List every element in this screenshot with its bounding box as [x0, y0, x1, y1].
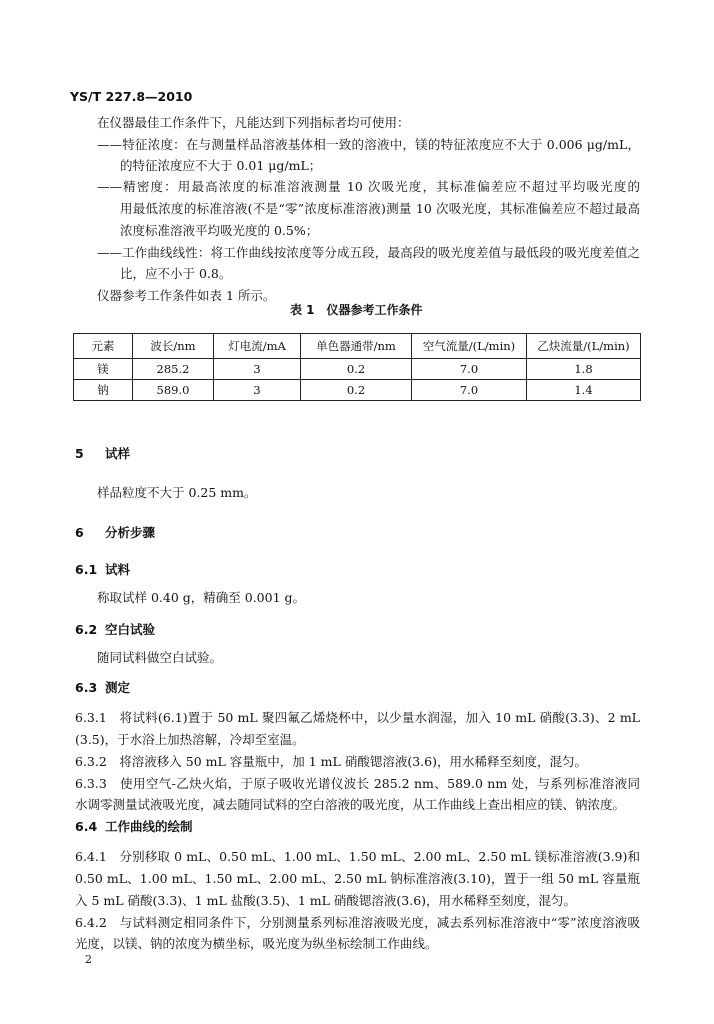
header-cell: 灯电流/mA: [214, 334, 301, 359]
section-number: 6.1: [75, 562, 98, 577]
paragraph-line: 6.3.1 将试料(6.1)置于 50 mL 聚四氟乙烯烧杯中，以少量水润湿，加入 10 mL 硝酸(3.3)、2 mL: [75, 710, 640, 725]
paragraph-line: 6.4.2 与试料测定相同条件下，分别测量系列标准溶液吸光度，减去系列标准溶液中“零”浓度溶液吸: [75, 915, 640, 930]
criterion-line: ——工作曲线线性：将工作曲线按浓度等分成五段，最高段的吸光度差值与最低段的吸光度差值之: [97, 245, 640, 260]
criterion-line: 浓度标准溶液平均吸光度的 0.5%；: [120, 223, 319, 238]
page-number: 2: [85, 953, 92, 966]
section-number: 6.4: [75, 819, 98, 834]
paragraph-line: 6.3.2 将溶液移入 50 mL 容量瓶中，加 1 mL 硝酸锶溶液(3.6)，用水稀释至刻度，混匀。: [75, 754, 587, 769]
section-title: 试料: [105, 562, 131, 577]
cell: 7.0: [412, 380, 527, 401]
cell: 7.0: [412, 359, 527, 380]
paragraph-line: 光度，以镁、钠的浓度为横坐标，吸光度为纵坐标绘制工作曲线。: [75, 936, 438, 951]
section-5-text: 样品粒度不大于 0.25 mm。: [97, 485, 257, 500]
table-header-row: [74, 334, 641, 359]
cell: 镁: [74, 359, 133, 380]
cell: 589.0: [133, 380, 214, 401]
table-row: [74, 359, 641, 380]
header-cell: 乙炔流量/(L/min): [527, 334, 641, 359]
paragraph-line: 6.3.3 使用空气-乙炔火焰，于原子吸收光谱仪波长 285.2 nm、589.0 nm 处，与系列标准溶液同: [75, 776, 640, 791]
section-6-3-heading: [75, 680, 130, 696]
cell: 1.8: [527, 359, 641, 380]
cell: 3: [214, 380, 301, 401]
section-6-1-text: 称取试样 0.40 g，精确至 0.001 g。: [97, 590, 306, 605]
criterion-line: 比，应不小于 0.8。: [120, 266, 232, 281]
section-number: 6: [75, 525, 84, 540]
cell: 0.2: [301, 359, 412, 380]
section-number: 5: [75, 446, 84, 461]
criterion-line: 用最低浓度的标准溶液(不是“零”浓度标准溶液)测量 10 次吸光度，其标准偏差应不超过最高: [120, 201, 640, 216]
header-cell: 元素: [74, 334, 133, 359]
section-title: 空白试验: [105, 622, 156, 637]
paragraph-line: 水调零测量试液吸光度，减去随同试料的空白溶液的吸光度，从工作曲线上查出相应的镁、钠浓度。: [75, 797, 626, 812]
criterion-line: 的特征浓度应不大于 0.01 μg/mL；: [120, 158, 322, 173]
instrument-conditions-table: [73, 333, 641, 401]
section-6-heading: [75, 525, 155, 541]
table-row: [74, 380, 641, 401]
intro-paragraph: 在仪器最佳工作条件下，凡能达到下列指标者均可使用：: [97, 115, 410, 130]
cell: 钠: [74, 380, 133, 401]
cell: 285.2: [133, 359, 214, 380]
header-cell: 波长/nm: [133, 334, 214, 359]
section-6-2-text: 随同试料做空白试验。: [97, 650, 223, 665]
header-cell: 空气流量/(L/min): [412, 334, 527, 359]
table-caption: 表 1 仪器参考工作条件: [290, 303, 423, 317]
section-title: 测定: [105, 680, 131, 695]
paragraph-line: 6.4.1 分别移取 0 mL、0.50 mL、1.00 mL、1.50 mL、2.00 mL、2.50 mL 镁标准溶液(3.9)和: [75, 849, 640, 864]
section-6-1-heading: [75, 562, 130, 578]
table-reference: 仪器参考工作条件如表 1 所示。: [97, 288, 276, 303]
criterion-line: ——特征浓度：在与测量样品溶液基体相一致的溶液中，镁的特征浓度应不大于 0.006 μg/mL，: [97, 137, 640, 152]
cell: 3: [214, 359, 301, 380]
cell: 1.4: [527, 380, 641, 401]
section-5-heading: [75, 446, 130, 462]
paragraph-line: (3.5)，于水浴上加热溶解，冷却至室温。: [75, 732, 305, 747]
section-title: 工作曲线的绘制: [105, 819, 193, 834]
section-number: 6.2: [75, 622, 98, 637]
document-header: YS/T 227.8—2010: [70, 89, 193, 104]
section-title: 分析步骤: [105, 525, 156, 540]
paragraph-line: 入 5 mL 硝酸(3.3)、1 mL 盐酸(3.5)、1 mL 硝酸锶溶液(3.6)，用水稀释至刻度，混匀。: [75, 893, 577, 908]
header-cell: 单色器通带/nm: [301, 334, 412, 359]
cell: 0.2: [301, 380, 412, 401]
criterion-line: ——精密度：用最高浓度的标准溶液测量 10 次吸光度，其标准偏差应不超过平均吸光度的: [97, 179, 640, 194]
section-number: 6.3: [75, 680, 98, 695]
section-6-4-heading: [75, 819, 193, 835]
paragraph-line: 0.50 mL、1.00 mL、1.50 mL、2.00 mL、2.50 mL 钠标准溶液(3.10)，置于一组 50 mL 容量瓶: [75, 871, 640, 886]
section-title: 试样: [105, 446, 131, 461]
section-6-2-heading: [75, 622, 155, 638]
